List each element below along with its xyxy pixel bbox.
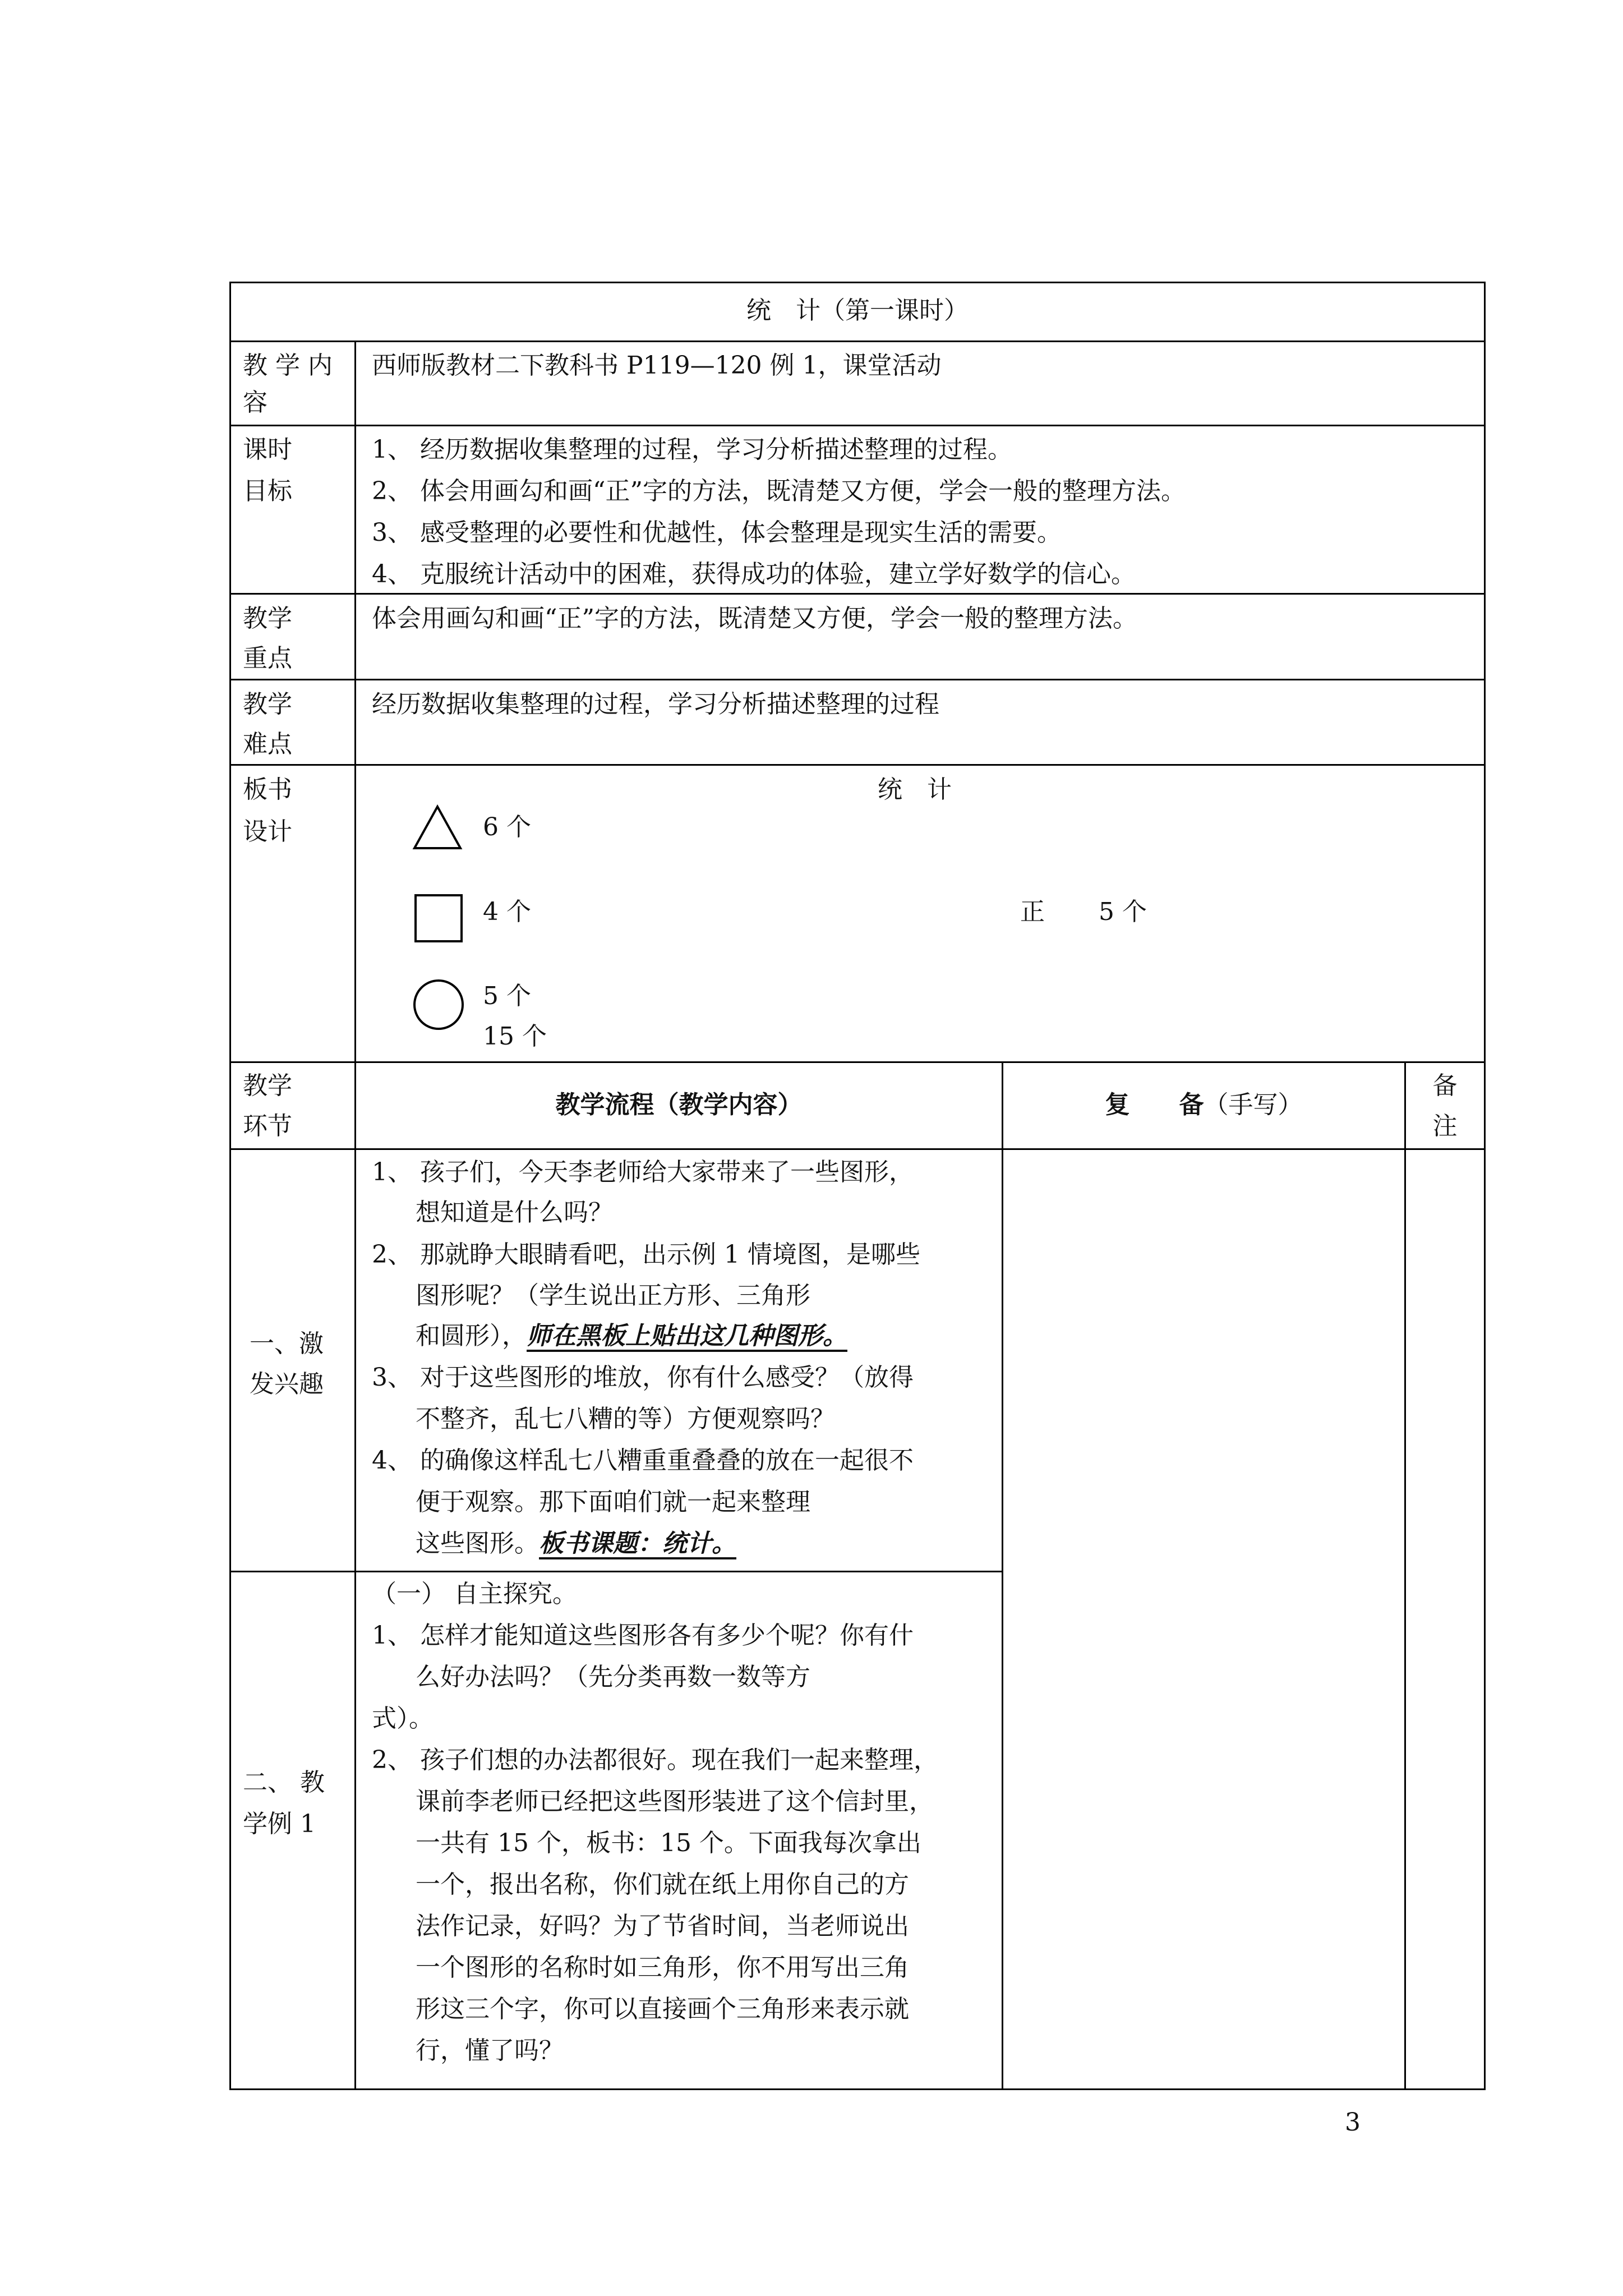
rule xyxy=(1002,1061,1003,2090)
section-line: 一共有 15 个，板书：15 个。下面我每次拿出 xyxy=(416,1829,921,1857)
section-line: 4、 的确像这样乱七八糟重重叠叠的放在一起很不 xyxy=(372,1446,914,1475)
section-line: 不整齐，乱七八糟的等）方便观察吗？ xyxy=(416,1405,835,1433)
content-label-line-2: 容 xyxy=(243,388,268,417)
section-line xyxy=(416,1315,847,1358)
section-line: 一个，报出名称，你们就在纸上用你自己的方 xyxy=(416,1870,909,1899)
key-label-line-1: 教学 xyxy=(243,604,292,633)
section-line: 图形呢？（学生说出正方形、三角形 xyxy=(416,1281,810,1310)
rule xyxy=(229,1061,1486,1063)
rule xyxy=(1404,1061,1406,2090)
section-1-label-line-1: 一、激 xyxy=(250,1329,324,1358)
key-text: 体会用画勾和画“正”字的方法，既清楚又方便，学会一般的整理方法。 xyxy=(372,604,1137,633)
stage-header-line-1: 教学 xyxy=(243,1071,292,1100)
section-line: 课前李老师已经把这些图形装进了这个信封里， xyxy=(416,1787,934,1816)
section-line: 想知道是什么吗？ xyxy=(416,1198,613,1227)
prep-header-normal: （手写） xyxy=(1204,1091,1303,1119)
section-line: 2、 孩子们想的办法都很好。现在我们一起来整理， xyxy=(372,1746,938,1774)
section-line: 便于观察。那下面咱们就一起来整理 xyxy=(416,1488,810,1516)
rule xyxy=(229,764,1486,766)
section-line: 形这三个字，你可以直接画个三角形来表示就 xyxy=(416,1995,909,2023)
triangle-count: 6 个 xyxy=(483,813,531,841)
rule xyxy=(229,1571,1003,1572)
board-label-line-2: 设计 xyxy=(243,817,292,846)
difficulty-label-line-1: 教学 xyxy=(243,690,292,719)
square-icon xyxy=(414,894,463,942)
difficulty-text: 经历数据收集整理的过程，学习分析描述整理的过程 xyxy=(372,690,939,719)
section-line: 法作记录，好吗？为了节省时间，当老师说出 xyxy=(416,1912,909,1940)
notes-header-line-2: 注 xyxy=(1432,1112,1458,1140)
rule xyxy=(229,341,1486,342)
section-line-text: 这些图形。 xyxy=(416,1529,539,1558)
section-line: 3、 对于这些图形的堆放，你有什么感受？（放得 xyxy=(372,1363,914,1392)
zheng-label: 正 xyxy=(1020,898,1045,926)
rule xyxy=(229,282,1486,283)
zheng-count: 5 个 xyxy=(1099,898,1147,926)
goals-label-line-1: 课时 xyxy=(243,435,292,464)
prep-header-bold: 复 备 xyxy=(1105,1091,1204,1119)
section-line-emphasis: 师在黑板上贴出这几种图形。 xyxy=(527,1322,847,1350)
goal-item: 2、 体会用画勾和画“正”字的方法，既清楚又方便，学会一般的整理方法。 xyxy=(372,477,1186,505)
section-line: 式）。 xyxy=(372,1704,434,1733)
circle-count: 5 个 xyxy=(483,982,531,1010)
rule xyxy=(229,679,1486,680)
content-label-line-1: 教 学 内 xyxy=(243,351,333,380)
key-label-line-2: 重点 xyxy=(243,644,292,673)
rule xyxy=(354,341,356,2090)
section-line: 2、 那就睁大眼睛看吧，出示例 1 情境图，是哪些 xyxy=(372,1240,920,1269)
section-line: （一） 自主探究。 xyxy=(372,1580,577,1608)
section-line-emphasis: 板书课题：统计。 xyxy=(539,1529,736,1558)
notes-header-line-1: 备 xyxy=(1432,1071,1458,1100)
section-line: 行，懂了吗？ xyxy=(416,2036,564,2065)
section-2-label-line-2: 学例 1 xyxy=(243,1810,316,1838)
page-number: 3 xyxy=(1345,2108,1361,2137)
section-2-label-line-1: 二、 教 xyxy=(243,1768,325,1797)
square-count: 4 个 xyxy=(483,898,531,926)
flow-header: 教学流程（教学内容） xyxy=(555,1091,803,1119)
goals-label-line-2: 目标 xyxy=(243,477,292,505)
stage-header-line-2: 环节 xyxy=(243,1112,292,1140)
goal-item: 4、 克服统计活动中的困难，获得成功的体验，建立学好数学的信心。 xyxy=(372,560,1136,588)
goal-item: 1、 经历数据收集整理的过程，学习分析描述整理的过程。 xyxy=(372,435,1012,464)
section-line xyxy=(416,1522,736,1565)
rule xyxy=(229,425,1486,426)
difficulty-label-line-2: 难点 xyxy=(243,730,292,758)
triangle-icon xyxy=(412,804,463,850)
total-count: 15 个 xyxy=(483,1022,547,1051)
section-line: 1、 怎样才能知道这些图形各有多少个呢？你有什 xyxy=(372,1621,914,1650)
section-1-label-line-2: 发兴趣 xyxy=(250,1370,324,1398)
prep-header xyxy=(1003,1084,1404,1126)
rule xyxy=(229,2088,1486,2090)
lesson-title: 统 计（第一课时） xyxy=(746,296,969,325)
section-line: 么好办法吗？（先分类再数一数等方 xyxy=(416,1663,810,1691)
rule xyxy=(1484,282,1486,2090)
rule xyxy=(229,1148,1486,1150)
circle-icon xyxy=(413,979,464,1030)
board-label-line-1: 板书 xyxy=(243,775,292,804)
board-title: 统 计 xyxy=(878,775,952,804)
content-text: 西师版教材二下教科书 P119—120 例 1，课堂活动 xyxy=(372,351,942,380)
lesson-plan-table xyxy=(229,282,1486,2090)
section-line: 1、 孩子们，今天李老师给大家带来了一些图形， xyxy=(372,1158,914,1186)
goal-item: 3、 感受整理的必要性和优越性，体会整理是现实生活的需要。 xyxy=(372,518,1062,547)
rule xyxy=(229,282,231,2090)
section-line: 一个图形的名称时如三角形，你不用写出三角 xyxy=(416,1953,909,1982)
section-line-text: 和圆形）， xyxy=(416,1322,527,1350)
